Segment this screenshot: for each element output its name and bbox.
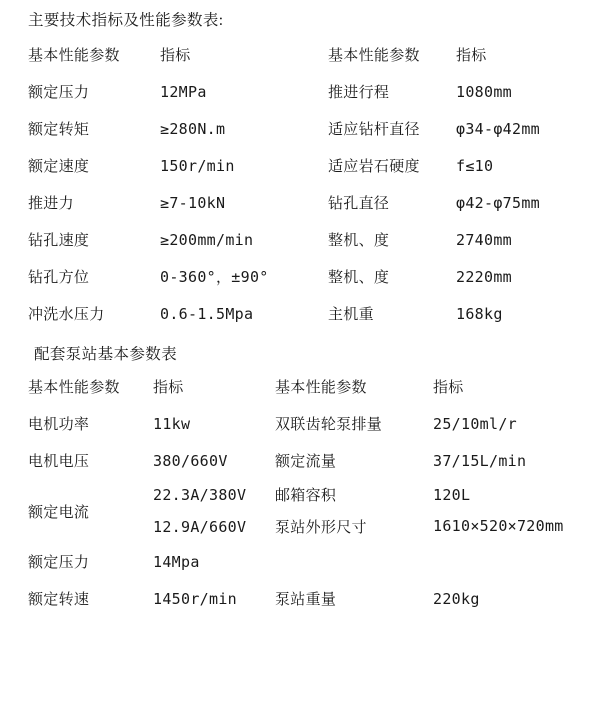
pump-value: 12.9A/660V [153, 517, 247, 536]
pump-param: 额定流量 [275, 454, 337, 470]
spec-value: φ42-φ75mm [456, 193, 540, 212]
table-row [0, 295, 601, 332]
pump-header-value-2: 指标 [433, 380, 464, 396]
spec-param: 额定转矩 [28, 122, 90, 138]
pump-value: 22.3A/380V [153, 485, 247, 504]
pump-value: 1610×520×720mm [433, 517, 564, 535]
pump-param [275, 543, 433, 580]
table-row [0, 405, 601, 442]
spec-param: 钻孔直径 [328, 196, 390, 212]
table-row [0, 258, 601, 295]
table-row [0, 73, 601, 110]
table-row [0, 110, 601, 147]
pump-param: 泵站重量 [275, 592, 337, 609]
pump-section-title: 配套泵站基本参数表 [34, 346, 178, 363]
spec-table [0, 36, 601, 332]
pump-param: 电机功率 [28, 417, 90, 433]
table-row [0, 221, 601, 258]
table-row [0, 184, 601, 221]
pump-param: 电机电压 [28, 454, 90, 470]
spec-param: 适应岩石硬度 [328, 159, 420, 175]
spec-param: 整机、度 [328, 270, 390, 286]
pump-header-param-2: 基本性能参数 [275, 380, 367, 396]
pump-param: 邮箱容积 [275, 488, 337, 504]
pump-value: 37/15L/min [433, 451, 527, 470]
pump-param: 泵站外形尺寸 [275, 520, 367, 537]
spec-value: 12MPa [160, 82, 207, 101]
pump-value: 14Mpa [153, 552, 200, 571]
spec-param: 推进行程 [328, 85, 390, 101]
spec-value: 0-360°，±90° [160, 268, 269, 286]
table-row [0, 543, 601, 580]
spec-value: 150r/min [160, 156, 235, 175]
pump-header-value-1: 指标 [153, 380, 184, 396]
spec-value: ≥7-10kN [160, 193, 226, 212]
spec-param: 整机、度 [328, 233, 390, 249]
spec-value: φ34-φ42mm [456, 119, 540, 138]
pump-value: 25/10ml/r [433, 414, 517, 433]
pump-param: 双联齿轮泵排量 [275, 417, 383, 433]
pump-value: 380/660V [153, 451, 228, 470]
pump-param-current: 额定电流 [28, 504, 90, 521]
pump-value: 220kg [433, 589, 480, 608]
spec-value: ≥200mm/min [160, 230, 254, 249]
table-row [0, 479, 601, 510]
spec-value: f≤10 [456, 156, 494, 175]
pump-param: 额定压力 [28, 555, 90, 572]
table-row [0, 580, 601, 617]
spec-value: 2220mm [456, 267, 512, 286]
page-title: 主要技术指标及性能参数表: [28, 12, 224, 29]
spec-header-value-1: 指标 [160, 48, 191, 64]
table-row [0, 147, 601, 184]
spec-value: ≥280N.m [160, 119, 226, 138]
pump-header-param-1: 基本性能参数 [28, 380, 120, 396]
pump-value: 120L [433, 485, 471, 504]
pump-table [0, 368, 601, 617]
spec-param: 钻孔方位 [28, 270, 90, 286]
table-header-row [0, 36, 601, 73]
spec-header-param-1: 基本性能参数 [28, 48, 120, 64]
spec-value: 2740mm [456, 230, 512, 249]
spec-param: 推进力 [28, 196, 74, 212]
spec-param: 额定速度 [28, 159, 90, 175]
pump-value: 11kw [153, 414, 191, 433]
spec-param: 额定压力 [28, 85, 90, 101]
spec-param: 钻孔速度 [28, 233, 90, 249]
pump-param: 额定转速 [28, 592, 90, 609]
spec-header-value-2: 指标 [456, 48, 487, 64]
spec-param: 冲洗水压力 [28, 307, 105, 323]
spec-value: 1080mm [456, 82, 512, 101]
pump-value: 1450r/min [153, 589, 237, 608]
spec-value: 0.6-1.5Mpa [160, 304, 254, 323]
spec-param: 主机重 [328, 307, 374, 323]
spec-value: 168kg [456, 304, 503, 323]
spec-header-param-2: 基本性能参数 [328, 48, 420, 64]
table-row [0, 442, 601, 479]
pump-value [433, 543, 601, 580]
spec-param: 适应钻杆直径 [328, 122, 420, 138]
table-header-row [0, 368, 601, 405]
